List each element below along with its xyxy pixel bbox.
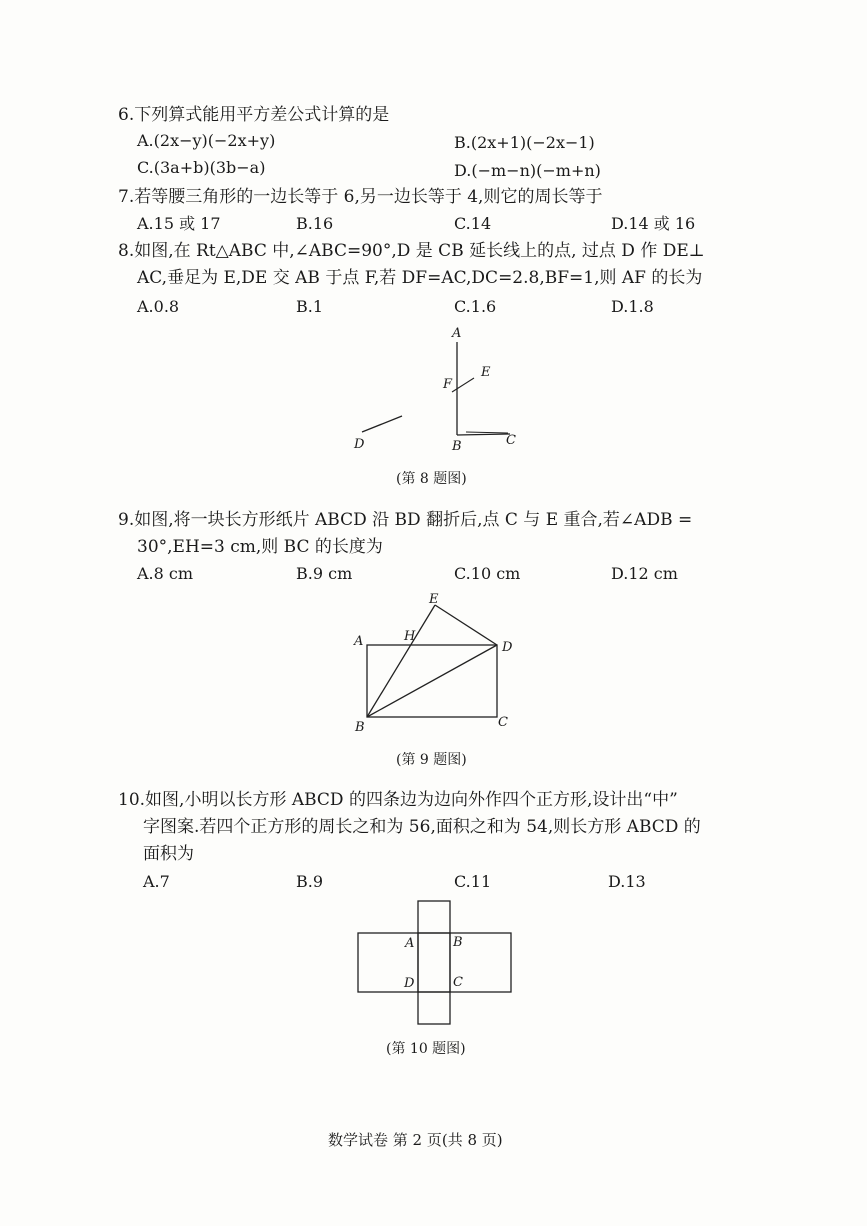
question-9-figure [340, 585, 540, 740]
label-b: B [453, 935, 463, 950]
question-10-stem-line-3: 面积为 [143, 844, 194, 864]
question-7-option-b: B.16 [296, 214, 334, 233]
question-10-figure [350, 895, 520, 1030]
question-6-stem: 6.下列算式能用平方差公式计算的是 [118, 105, 390, 125]
diagonal-bd [367, 645, 497, 717]
question-10-stem-line-2: 字图案.若四个正方形的周长之和为 56,面积之和为 54,则长方形 ABCD 的 [143, 817, 701, 837]
question-10-stem-line-1: 10.如图,小明以长方形 ABCD 的四条边为边向外作四个正方形,设计出“中” [118, 790, 678, 810]
question-9-caption: (第 9 题图) [396, 752, 467, 768]
segment-ed [435, 605, 497, 645]
question-8-option-a: A.0.8 [137, 297, 180, 316]
question-10-option-d: D.13 [608, 872, 646, 891]
square-bottom [418, 992, 450, 1024]
segment-bc-overlay [466, 432, 508, 433]
question-7-option-a: A.15 或 17 [137, 214, 221, 233]
question-8-stem-line-1: 8.如图,在 Rt△ABC 中,∠ABC=90°,D 是 CB 延长线上的点, 过点 D 作 DE⊥ [118, 241, 705, 261]
question-6-option-a: A.(2x−y)(−2x+y) [137, 131, 276, 150]
segment-be [367, 605, 435, 717]
label-d: D [404, 976, 415, 991]
question-8-figure [340, 320, 540, 460]
label-a: A [452, 326, 462, 341]
label-c: C [506, 433, 516, 448]
question-7-option-d: D.14 或 16 [611, 214, 696, 233]
question-7-option-c: C.14 [454, 214, 492, 233]
question-9-option-b: B.9 cm [296, 564, 353, 583]
label-c: C [498, 715, 508, 730]
label-b: B [355, 720, 365, 735]
question-6-option-b: B.(2x+1)(−2x−1) [454, 133, 595, 152]
question-10-option-b: B.9 [296, 872, 324, 891]
question-6-option-c: C.(3a+b)(3b−a) [137, 158, 266, 177]
square-top [418, 901, 450, 933]
label-b: B [452, 439, 462, 454]
question-8-option-d: D.1.8 [611, 297, 654, 316]
question-10-option-c: C.11 [454, 872, 492, 891]
page-footer: 数学试卷 第 2 页(共 8 页) [328, 1131, 503, 1149]
question-8-caption: (第 8 题图) [396, 471, 467, 487]
segment-de-left [362, 416, 402, 432]
label-f: F [443, 377, 453, 392]
question-9-option-d: D.12 cm [611, 564, 678, 583]
question-9-stem-line-1: 9.如图,将一块长方形纸片 ABCD 沿 BD 翻折后,点 C 与 E 重合,若∠ADB = [118, 510, 693, 530]
rectangle-abcd [418, 933, 450, 992]
label-e: E [481, 365, 491, 380]
label-a: A [354, 634, 364, 649]
question-9-option-a: A.8 cm [137, 564, 194, 583]
question-7-stem: 7.若等腰三角形的一边长等于 6,另一边长等于 4,则它的周长等于 [118, 187, 603, 207]
label-d: D [502, 640, 513, 655]
segment-de-right [452, 378, 474, 392]
question-10-caption: (第 10 题图) [386, 1041, 466, 1057]
question-9-option-c: C.10 cm [454, 564, 521, 583]
question-6-option-d: D.(−m−n)(−m+n) [454, 161, 601, 180]
label-c: C [453, 975, 463, 990]
segment-bc [457, 434, 510, 435]
label-d: D [354, 437, 365, 452]
question-10-option-a: A.7 [143, 872, 170, 891]
question-8-option-c: C.1.6 [454, 297, 497, 316]
label-e: E [429, 592, 439, 607]
label-a: A [405, 936, 415, 951]
question-9-stem-line-2: 30°,EH=3 cm,则 BC 的长度为 [137, 537, 383, 557]
label-h: H [404, 629, 416, 644]
question-8-option-b: B.1 [296, 297, 324, 316]
question-8-stem-line-2: AC,垂足为 E,DE 交 AB 于点 F,若 DF=AC,DC=2.8,BF=1,则 AF 的长为 [137, 268, 703, 288]
